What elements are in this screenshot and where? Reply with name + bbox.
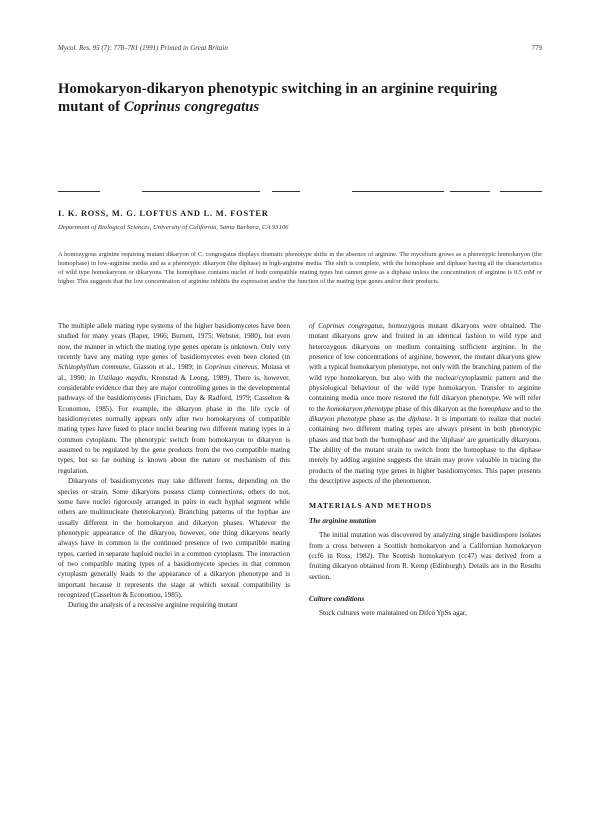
title-divider-3 — [272, 191, 300, 192]
section-heading-methods: MATERIALS AND METHODS — [309, 500, 432, 510]
page-number: 779 — [531, 44, 542, 52]
subheading-arginine-mutation: The arginine mutation — [309, 516, 377, 525]
title-divider-5 — [450, 191, 490, 192]
intro-paragraph-3: During the analysis of a recessive arginine requiring mutant — [68, 601, 238, 610]
methods-paragraph-1: The initial mutation was discovered by analyzing single basidiospore isolates from a cross between a Scottish homokaryon and a Californian homokaryon (ccf6 in Ross, 1982). The Scottish homokaryon (cc47) was derived from a fruiting dikaryon obtained from R. Kemp (Edinburgh). Details are in the Results section. — [309, 531, 541, 581]
right-column — [309, 321, 541, 619]
intro-paragraph-4: of Coprinus congregatus, homozygous mutant dikaryons were obtained. The mutant dikaryons grew and fruited in an identical fashion to wild type and heterozygous dikaryons on medium containing sufficient arginine. In the presence of low concentrations of arginine, however, the mutant dikaryons grew with a typical homokaryon phenotype, not only with the branching pattern of the wild type homokaryon, but also with the nuclear/cytoplasmic pattern and the physiological behaviour of the wild type homokaryon. Transfer to arginine containing media once more restored the full dikaryon phenotype. We will refer to the homokaryon phenotype phase of this dikaryon as the homophase and to the dikaryon phenotype phase as the diphase. It is important to realize that nuclei containing two different mating types are always present in both phenotypic phases and that both the 'homophase' and the 'diphase' are genetically dikaryons. The ability of the mutant strain to switch from the homophase to the diphase merely by adding arginine suggests the strain may prove valuable in tracing the products of the mating type genes in higher basidiomycetes. This paper presents the descriptive aspects of the phenomenon. — [309, 322, 542, 486]
title-divider-1 — [58, 191, 100, 192]
title-text: Homokaryon-dikaryon phenotypic switching in an arginine requiring mutant of — [58, 81, 498, 115]
title-divider-4 — [352, 191, 444, 192]
intro-paragraph-1: The multiple allele mating type systems of the higher basidiomycetes have been studied for many years (Raper, 1966; Burnett, 1975; Webster, 1980), but even now, the manner in which the mating type genes operate is unknown. Only very recently have any mating type genes of basidiomycetes even been cloned (in Schizophyllum commune, Giasson et al., 1989; in Coprinus cinereus, Mutasa et al., 1990; in Ustilago maydis, Kronstad & Leong, 1989). There is, however, considerable evidence that they are major controlling genes in the developmental pathways of the basidiomycetes (Fincham, Day & Radford, 1979; Casselton & Economou, 1985). For example, the dikaryon phase in the life cycle of basidiomycetes normally appears only after two homokaryons of compatible mating types have fused to place nuclei bearing two different mating types in a common cytoplasm. The phenotypic switch from homokaryon to dikaryon is assumed to be regulated by the gene products from the two compatible mating types, but so far nothing is known about the nature or mechanism of this regulation. — [58, 322, 291, 475]
title-species: Coprinus congregatus — [123, 99, 260, 115]
affiliation: Department of Biological Sciences, University of California, Santa Barbara, CA 93106 — [58, 224, 289, 231]
running-header — [58, 44, 542, 52]
paper-title — [58, 80, 498, 116]
abstract: A homozygous arginine requiring mutant dikaryon of C. congregatus displays dramatic phenotype shifts in the absence of arginine. The mycelium grows as a phenotypic homokaryon (the homophase) in low-arginine media and as a phenotypic dikaryon (the diphase) in high-arginine media. The shift is complete, with the homophase and diphase having all the characteristics of wild type homokaryons or dikaryons. The homophase contains nuclei of both compatible mating types but cannot grow as a diphase unless the concentration of arginine is 0.5 mM or higher. This suggests that the low concentration of arginine inhibits the expression and/or the function of the mating type genes and/or their products. — [58, 251, 542, 285]
title-divider-6 — [500, 191, 542, 192]
author-list: I. K. ROSS, M. G. LOFTUS AND L. M. FOSTER — [58, 209, 269, 218]
title-divider-2 — [142, 191, 260, 192]
left-column — [58, 321, 290, 611]
journal-citation: Mycol. Res. 95 (7): 778–781 (1991) Printed in Great Britain — [58, 44, 228, 52]
intro-paragraph-2: Dikaryons of basidiomycetes may take different forms, depending on the species or strain. Some dikaryons possess clamp connections, others do not, some have nuclei rigorously arranged in pairs in each hyphal segment while others are multinucleate (heterokaryon). Branching patterns of the hyphae are usually different in the homokaryon and dikaryon phases. Whatever the phenotypic appearance of the dikaryon, however, one thing dikaryons nearly always have in common is the continued presence of two compatible mating types, carried in separate haploid nuclei in a common cytoplasm. The interaction of two compatible mating types of a basidiomycete species in that common cytoplasm generally leads to the appearance of a dikaryon phenotype and is important because it represents the stage at which sexual compatibility is recognized (Casselton & Economou, 1985). — [58, 477, 290, 599]
methods-paragraph-2: Stock cultures were maintained on Difco YpSs agar, — [319, 609, 467, 618]
subheading-culture-conditions: Culture conditions — [309, 594, 365, 603]
